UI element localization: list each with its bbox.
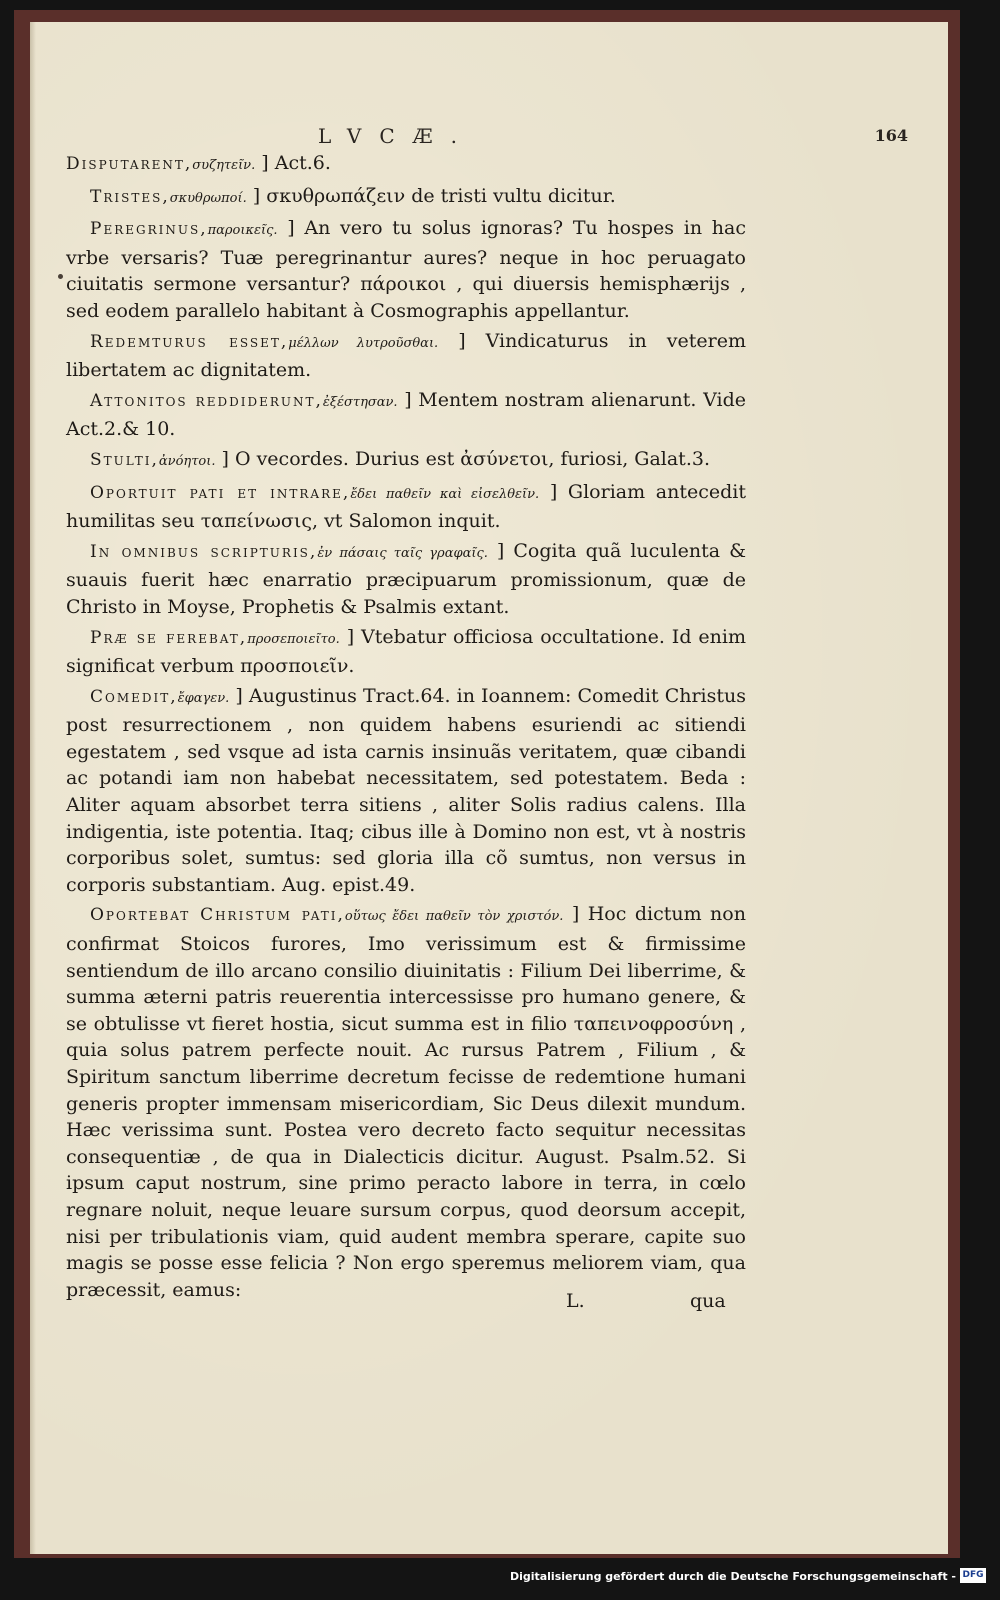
commentary-entry — [66, 683, 746, 899]
entry-lemma: Tristes, — [90, 186, 170, 207]
entry-text: ] An vero tu solus ignoras? Tu hospes in hac vrbe versaris? Tuæ peregrinantur aures? neque in hoc peruagato ciuitatis sermone versantur? πάροικοι , qui diuersis hemisphærijs , sed eodem parallelo habitant à Cosmographis appellantur. — [66, 217, 746, 322]
entry-greek: συζητεῖν. — [192, 158, 256, 173]
entry-lemma: Redemturus esset, — [90, 331, 289, 352]
entry-greek: οὕτως ἔδει παθεῖν τὸν χριστόν. — [344, 909, 564, 925]
entry-text: ] σκυθρωπάζειν de tristi vultu dicitur. — [252, 184, 616, 207]
entry-text: ] Gloriam antecedit humilitas seu ταπείνωσις, vt Salomon inquit. — [66, 480, 746, 533]
entry-greek: ἐν πάσαις ταῖς γραφαῖς. — [317, 545, 488, 561]
digitization-footer — [0, 1560, 1000, 1600]
commentary-text — [66, 150, 746, 1306]
entry-text: ] O vecordes. Durius est ἀσύνετοι, furiosi, Galat.3. — [221, 447, 710, 470]
commentary-entry — [66, 538, 746, 621]
entry-text: ] Vtebatur officiosa occultatione. Id enim significat verbum προσποιεῖν. — [66, 625, 746, 678]
entry-greek: ἐξέστησαν. — [322, 394, 398, 410]
entry-greek: παροικεῖς. — [207, 223, 278, 239]
commentary-entry — [66, 183, 746, 213]
entry-text: ] Augustinus Tract.64. in Ioannem: Comedit Christus post resurrectionem , non quidem habens esuriendi ac sitiendi egestatem , sed vsque ad ista carnis insinuãs veritatem, quæ cibandi ac potandi iam non habebat necessitatem, sed potestatem. Beda : Aliter aquam absorbet terra sitiens , aliter Solis radius calens. Illa indigentia, iste potentia. Itaq; cibus ille à Domino non est, vt à nostris corporibus solet, sumtus: sed gloria illa cõ sumtus, non versus in corporis substantiam. Aug. epist.49. — [66, 684, 747, 896]
entry-greek: μέλλων λυτροῦσθαι. — [288, 335, 439, 351]
book-page — [30, 22, 948, 1554]
commentary-entry — [66, 387, 746, 443]
entry-text: ] Cogita quã luculenta & suauis fuerit hæc enarratio præcipuarum promissionum, quæ de Christo in Moyse, Prophetis & Psalmis extant. — [66, 539, 747, 618]
margin-mark — [58, 274, 63, 279]
funding-credit: Digitalisierung gefördert durch die Deutsche Forschungsgemeinschaft - — [509, 1570, 956, 1583]
entry-lemma: Oportuit pati et intrare, — [90, 482, 351, 503]
dfg-logo-icon: DFG — [960, 1568, 986, 1583]
commentary-entry — [66, 446, 746, 476]
catchword: qua — [690, 1290, 726, 1312]
commentary-entry — [66, 624, 746, 680]
commentary-entry — [66, 328, 746, 384]
scan-background — [14, 10, 960, 1558]
signature-mark: L. — [566, 1290, 585, 1312]
running-head: LVCÆ. — [318, 124, 476, 148]
commentary-entry — [66, 479, 746, 535]
entry-lemma: Oportebat Christum pati, — [90, 905, 345, 926]
entry-text: ] Mentem nostram alienarunt. Vide Act.2.& 10. — [66, 388, 746, 441]
folio-number: 164 — [874, 126, 908, 145]
commentary-entry — [66, 150, 746, 180]
entry-lemma: Attonitos reddiderunt, — [90, 390, 323, 411]
entry-lemma: Peregrinus, — [90, 219, 208, 240]
entry-lemma: Stulti, — [90, 449, 159, 470]
entry-greek: ἀνόητοι. — [158, 453, 216, 469]
entry-greek: σκυθρωποί. — [169, 190, 247, 206]
entry-text: ] Hoc dictum non confirmat Stoicos furores, Imo verissimum est & firmissime sentiendum de illo arcano consilio diuinitatis : Filium Dei liberrime, & summa æterni patris reuerentia intercessisse pro humano genere, & se obtulisse vt fieret hostia, sicut summa est in filio ταπεινοφροσύνη , quia solus patrem perfecte nouit. Ac rursus Patrem , Filium , & Spiritum sanctum liberrime decretum fecisse de redemtione humani generis propter immensam misericordiam, Sic Deus dilexit mundum. Hæc verissima sunt. Postea vero decreto facto sequitur necessitas consequentiæ , de qua in Dialecticis dicitur. August. Psalm.52. Si ipsum caput nostrum, sine primo peracto labore in terra, in cœlo regnare noluit, neque leuare sursum corpus, quod deorsum accepit, nisi per tribulationis viam, quid audent membra sperare, capite suo magis se posse esse felicia ? Non ergo speremus meliorem viam, qua præcessit, eamus: — [66, 903, 746, 1301]
entry-greek: προσεποιεῖτο. — [247, 631, 340, 647]
commentary-entry — [66, 215, 746, 324]
entry-greek: ἔφαγεν. — [177, 690, 230, 706]
entry-text: ] Act.6. — [261, 152, 331, 174]
entry-text: ] Vindicaturus in veterem libertatem ac dignitatem. — [66, 329, 746, 382]
entry-greek: ἔδει παθεῖν καὶ εἰσελθεῖν. — [350, 486, 540, 502]
page-gutter-shadow — [30, 22, 36, 1554]
entry-lemma: In omnibus scripturis, — [90, 541, 318, 562]
entry-lemma: Comedit, — [90, 686, 178, 707]
commentary-entry — [66, 901, 746, 1303]
entry-lemma: Præ se ferebat, — [90, 627, 248, 648]
entry-lemma: Disputarent, — [66, 154, 193, 174]
